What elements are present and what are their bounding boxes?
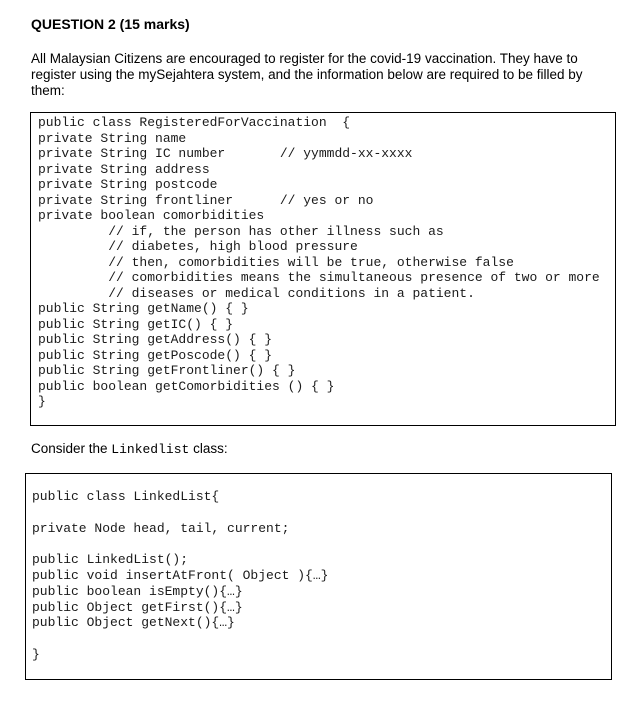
code-line: private Node head, tail, current; (32, 520, 290, 536)
code-line: private String postcode (38, 177, 218, 192)
question-heading: QUESTION 2 (15 marks) (31, 16, 190, 32)
code-blank-line (32, 536, 611, 552)
code-line: public class LinkedList{ (32, 489, 220, 504)
code-blank-line (32, 505, 611, 521)
code-line: public LinkedList(); (32, 552, 189, 568)
linkedlist-class-name: Linkedlist (111, 442, 190, 457)
code-blank-line (32, 631, 611, 647)
code-line: private String address (38, 161, 210, 177)
code-line: public void insertAtFront( Object ){…} (32, 567, 329, 583)
code-line: private boolean comorbidities (38, 208, 265, 223)
code-comment-line: // then, comorbidities will be true, otherwise false (38, 254, 514, 270)
consider-linkedlist-text (31, 441, 228, 457)
code-comment-line: // diseases or medical conditions in a patient. (38, 285, 475, 301)
code-line: private String frontliner // yes or no (38, 192, 374, 208)
consider-text-after: class: (189, 441, 228, 456)
code-comment-line: // if, the person has other illness such as (38, 223, 444, 239)
code-comment-line: // comorbidities means the simultaneous presence of two or more (38, 270, 600, 285)
code-line: } (32, 646, 40, 662)
code-line: public String getPoscode() { } (38, 347, 273, 363)
code-line: public boolean getComorbidities () { } (38, 378, 335, 394)
code-line: public Object getNext(){…} (32, 615, 235, 631)
code-line: } (38, 394, 46, 409)
consider-text-before: Consider the (31, 441, 112, 456)
linked-list-code-block (25, 473, 612, 680)
registered-for-vaccination-code-block (30, 112, 616, 426)
code-line: public String getAddress() { } (38, 332, 273, 347)
code-line: public class RegisteredForVaccination { (38, 115, 351, 130)
question-intro: All Malaysian Citizens are encouraged to register for the covid-19 vaccination. They have to register using the mySejahtera system, and the information below are required to be filled by them: (31, 51, 583, 98)
code-line: private String name (38, 130, 187, 146)
code-line: private String IC number // yymmdd-xx-xxxx (38, 146, 413, 161)
code-line: public String getName() { } (38, 301, 249, 316)
code-line: public boolean isEmpty(){…} (32, 583, 243, 599)
code-line: public String getIC() { } (38, 316, 234, 332)
code-line: public Object getFirst(){…} (32, 599, 243, 615)
code-comment-line: // diabetes, high blood pressure (38, 239, 358, 254)
code-line: public String getFrontliner() { } (38, 363, 296, 378)
